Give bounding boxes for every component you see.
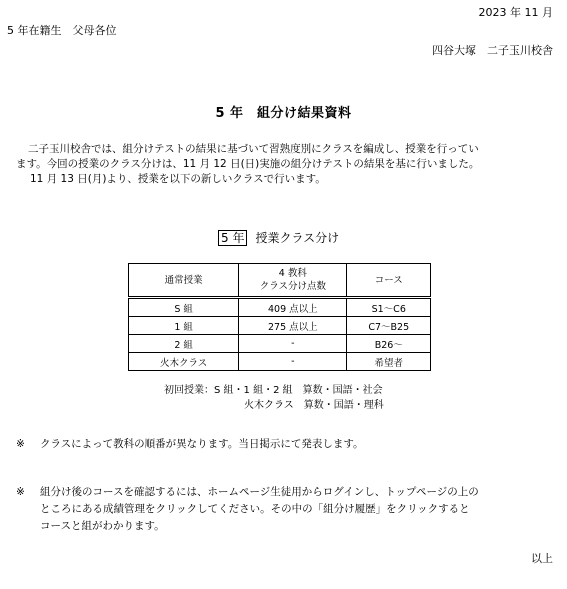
sender-school: 四谷大塚 二子玉川校舎 <box>432 44 553 57</box>
score-cell: - <box>239 353 347 371</box>
note-mark: ※ <box>16 438 25 450</box>
intro-line: 二子玉川校舎では、組分けテストの結果に基づいて習熟度別にクラスを編成し、授業を行ってい <box>28 143 479 155</box>
note-body <box>40 484 479 535</box>
header-course: コース <box>347 264 431 298</box>
intro-line: 11 月 13 日(月)より、授業を以下の新しいクラスで行います。 <box>30 173 326 185</box>
intro-line: ます。今回の授業のクラス分けは、11 月 12 日(日)実施の組分けテストの結果を基に行いました。 <box>16 158 480 170</box>
document-date: 2023 年 11 月 <box>478 6 553 19</box>
document-title: 5 年 組分け結果資料 <box>215 106 352 121</box>
class-cell: 2 組 <box>129 335 239 353</box>
first-lesson-line: 初回授業：S 組・1 組・2 組 算数・国語・社会 <box>164 385 383 396</box>
note-body <box>40 436 364 453</box>
table-row <box>129 298 431 317</box>
course-cell: B26～ <box>347 335 431 353</box>
score-cell: 275 点以上 <box>239 317 347 335</box>
first-lesson-line: 火木クラス 算数・国語・理科 <box>244 400 384 411</box>
addressee: 5 年在籍生 父母各位 <box>7 24 117 37</box>
course-cell: 希望者 <box>347 353 431 371</box>
header-score-line: 4 教科 <box>278 268 307 279</box>
intro-paragraph <box>16 142 556 187</box>
class-table <box>128 263 431 371</box>
class-cell: 1 組 <box>129 317 239 335</box>
note-line: クラスによって教科の順番が異なります。当日掲示にて発表します。 <box>40 438 364 450</box>
header-score-line: クラス分け点数 <box>259 281 326 292</box>
note-mark: ※ <box>16 486 25 498</box>
course-cell: S1～C6 <box>347 298 431 317</box>
table-header-row <box>129 264 431 298</box>
table-row <box>129 335 431 353</box>
course-cell: C7～B25 <box>347 317 431 335</box>
table-title-label: 授業クラス分け <box>255 231 340 245</box>
class-cell: S 組 <box>129 298 239 317</box>
note-line: 組分け後のコースを確認するには、ホームページ生徒用からログインし、トップページの上の <box>40 486 479 498</box>
note-line: コースと組がわかります。 <box>40 520 165 532</box>
closing-remark: 以上 <box>531 552 553 565</box>
table-row <box>129 353 431 371</box>
table-title <box>218 229 339 246</box>
note-1 <box>16 436 556 456</box>
score-cell: - <box>239 335 347 353</box>
header-regular-class: 通常授業 <box>129 264 239 298</box>
class-cell: 火木クラス <box>129 353 239 371</box>
score-cell: 409 点以上 <box>239 298 347 317</box>
note-2 <box>16 484 556 540</box>
table-row <box>129 317 431 335</box>
grade-box: 5 年 <box>218 230 247 246</box>
header-score <box>239 264 347 298</box>
note-line: ところにある成績管理をクリックしてください。その中の「組分け履歴」をクリックすると <box>40 503 470 515</box>
